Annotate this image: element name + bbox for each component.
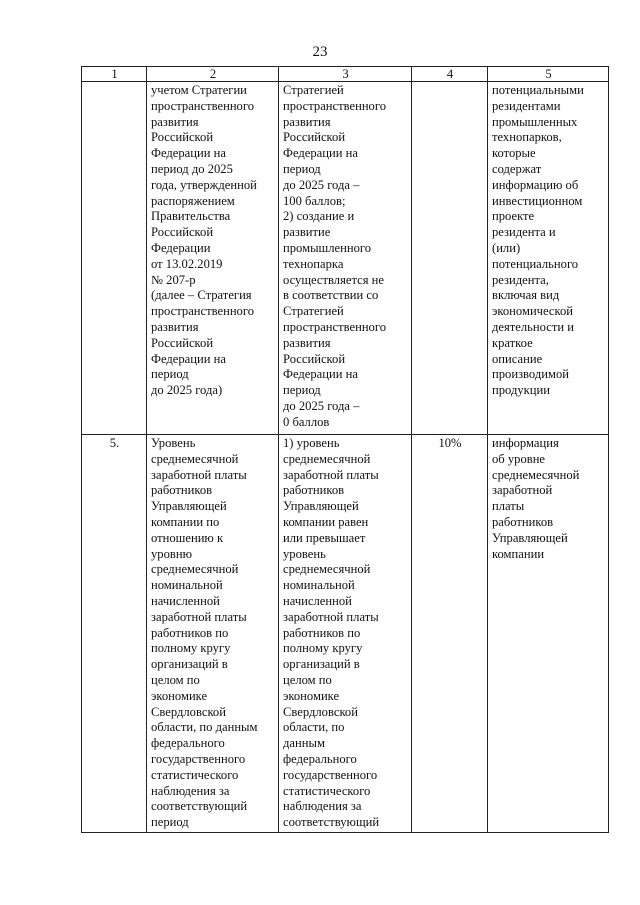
row-number-cell [82, 82, 147, 435]
header-cell-4: 4 [412, 67, 488, 82]
criterion-text: учетом Стратегии пространственного развития Российской Федерации на период до 2025 года, утвержденной распоряжением Правительства Российской Федерации от 13.02.2019 № 207-р (далее – Стратегия пространственного развития Российской Федерации на период до 2025 года) [151, 83, 257, 398]
scoring-cell [279, 435, 412, 833]
weight-value: 10% [438, 436, 462, 450]
weight-cell [412, 435, 488, 833]
weight-cell [412, 82, 488, 435]
header-cell-2: 2 [147, 67, 279, 82]
documents-text: информация об уровне среднемесячной заработной платы работников Управляющей компании [492, 436, 580, 561]
header-cell-3: 3 [279, 67, 412, 82]
criterion-cell [147, 435, 279, 833]
header-cell-1: 1 [82, 67, 147, 82]
row-number-cell [82, 435, 147, 833]
documents-cell [488, 435, 609, 833]
criterion-cell [147, 82, 279, 435]
scoring-cell [279, 82, 412, 435]
criteria-table [81, 66, 609, 833]
table-row [82, 435, 609, 833]
table-row [82, 82, 609, 435]
header-cell-5: 5 [488, 67, 609, 82]
documents-text: потенциальными резидентами промышленных технопарков, которые содержат информацию об инвестиционном проекте резидента и (или) потенциального резидента, включая вид экономической деятельности и краткое описание производимой продукции [492, 83, 584, 398]
criterion-text: Уровень среднемесячной заработной платы работников Управляющей компании по отношению к уровню среднемесячной номинальной начисленной заработной платы работников по полному кругу организаций в целом по экономике Свердловской области, по данным федерального государственного статистического наблюдения за соответствующий период [151, 436, 258, 830]
table-header-row [82, 67, 609, 82]
page-number: 23 [312, 44, 328, 60]
row-number: 5. [109, 436, 120, 450]
documents-cell [488, 82, 609, 435]
scoring-text: 1) уровень среднемесячной заработной платы работников Управляющей компании равен или превышает уровень среднемесячной номинальной начисленной заработной платы работников по полному кругу организаций в целом по экономике Свердловской области, по данным федерального государственного статистического наблюдения за соответствующий [283, 436, 380, 830]
scoring-text: Стратегией пространственного развития Российской Федерации на период до 2025 года – 100 баллов; 2) создание и развитие промышленного технопарка осуществляется не в соответствии со Стратегией пространственного развития Российской Федерации на период до 2025 года – 0 баллов [283, 83, 387, 429]
